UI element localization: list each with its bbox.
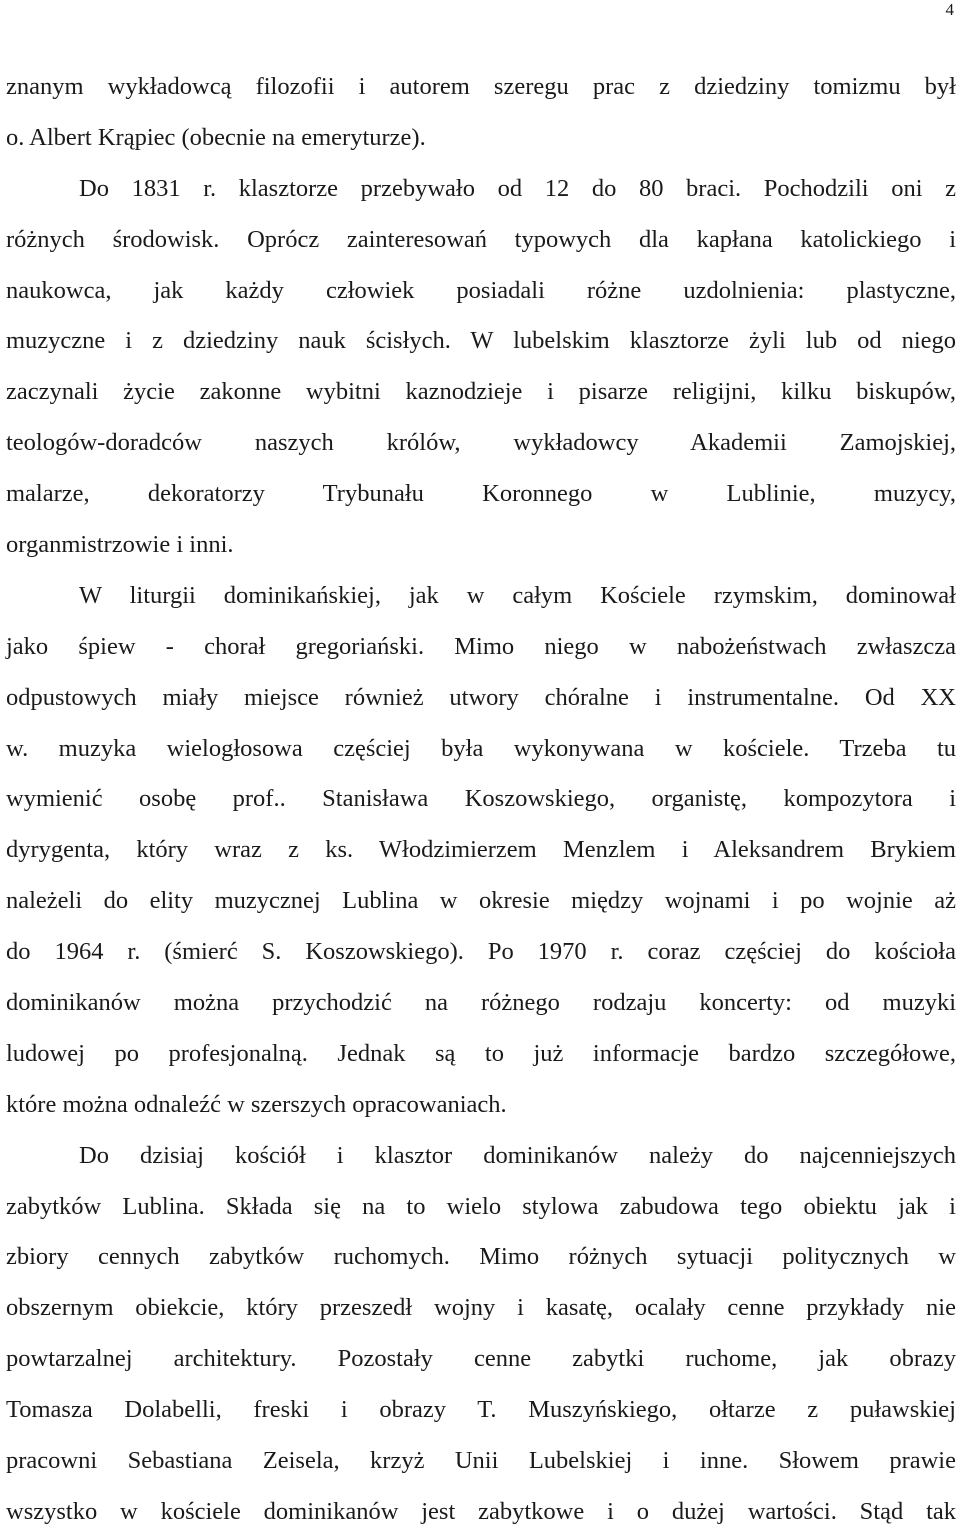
text-line: malarze, dekoratorzy Trybunału Koronnego w Lublinie, muzycy, xyxy=(6,480,956,508)
text-line: które można odnaleźć w szerszych opracowaniach. xyxy=(6,1090,507,1118)
body-text xyxy=(6,62,956,1538)
text-line: dyrygenta, który wraz z ks. Włodzimierzem Menzlem i Aleksandrem Brykiem xyxy=(6,836,956,864)
text-line: organmistrzowie i inni. xyxy=(6,531,234,559)
text-line: ludowej po profesjonalną. Jednak są to już informacje bardzo szczegółowe, xyxy=(6,1039,956,1067)
page-number: 4 xyxy=(945,0,954,19)
text-line: muzyczne i z dziedziny nauk ścisłych. W lubelskim klasztorze żyli lub od niego xyxy=(6,327,956,355)
text-line: naukowca, jak każdy człowiek posiadali różne uzdolnienia: plastyczne, xyxy=(6,276,956,304)
text-line: wymienić osobę prof.. Stanisława Koszowskiego, organistę, kompozytora i xyxy=(6,785,956,813)
text-line: teologów-doradców naszych królów, wykładowcy Akademii Zamojskiej, xyxy=(6,429,956,457)
text-line: zaczynali życie zakonne wybitni kaznodzieje i pisarze religijni, kilku biskupów, xyxy=(6,378,956,406)
text-line: o. Albert Krąpiec (obecnie na emeryturze). xyxy=(6,123,426,151)
text-line: wszystko w kościele dominikanów jest zabytkowe i o dużej wartości. Stąd tak xyxy=(6,1497,956,1525)
text-line: w. muzyka wielogłosowa częściej była wykonywana w kościele. Trzeba tu xyxy=(6,734,956,762)
text-line: powtarzalnej architektury. Pozostały cenne zabytki ruchome, jak obrazy xyxy=(6,1345,956,1373)
text-line: dominikanów można przychodzić na różnego rodzaju koncerty: od muzyki xyxy=(6,989,956,1017)
text-line: różnych środowisk. Oprócz zainteresowań typowych dla kapłana katolickiego i xyxy=(6,225,956,253)
text-line: Do dzisiaj kościół i klasztor dominikanów należy do najcenniejszych xyxy=(79,1141,956,1169)
text-line: do 1964 r. (śmierć S. Koszowskiego). Po 1970 r. coraz częściej do kościoła xyxy=(6,938,956,966)
text-line: W liturgii dominikańskiej, jak w całym Kościele rzymskim, dominował xyxy=(79,581,956,609)
text-line: odpustowych miały miejsce również utwory chóralne i instrumentalne. Od XX xyxy=(6,683,956,711)
text-line: jako śpiew - chorał gregoriański. Mimo niego w nabożeństwach zwłaszcza xyxy=(6,632,956,660)
text-line: zbiory cennych zabytków ruchomych. Mimo różnych sytuacji politycznych w xyxy=(6,1243,956,1271)
text-line: Tomasza Dolabelli, freski i obrazy T. Muszyńskiego, ołtarze z puławskiej xyxy=(6,1396,956,1424)
text-line: znanym wykładowcą filozofii i autorem szeregu prac z dziedziny tomizmu był xyxy=(6,73,956,100)
text-line: Do 1831 r. klasztorze przebywało od 12 do 80 braci. Pochodzili oni z xyxy=(79,174,956,202)
text-line: obszernym obiekcie, który przeszedł wojny i kasatę, ocalały cenne przykłady nie xyxy=(6,1294,956,1322)
text-line: pracowni Sebastiana Zeisela, krzyż Unii Lubelskiej i inne. Słowem prawie xyxy=(6,1447,956,1475)
text-line: należeli do elity muzycznej Lublina w okresie między wojnami i po wojnie aż xyxy=(6,887,956,915)
text-line: zabytków Lublina. Składa się na to wielo stylowa zabudowa tego obiektu jak i xyxy=(6,1192,956,1220)
